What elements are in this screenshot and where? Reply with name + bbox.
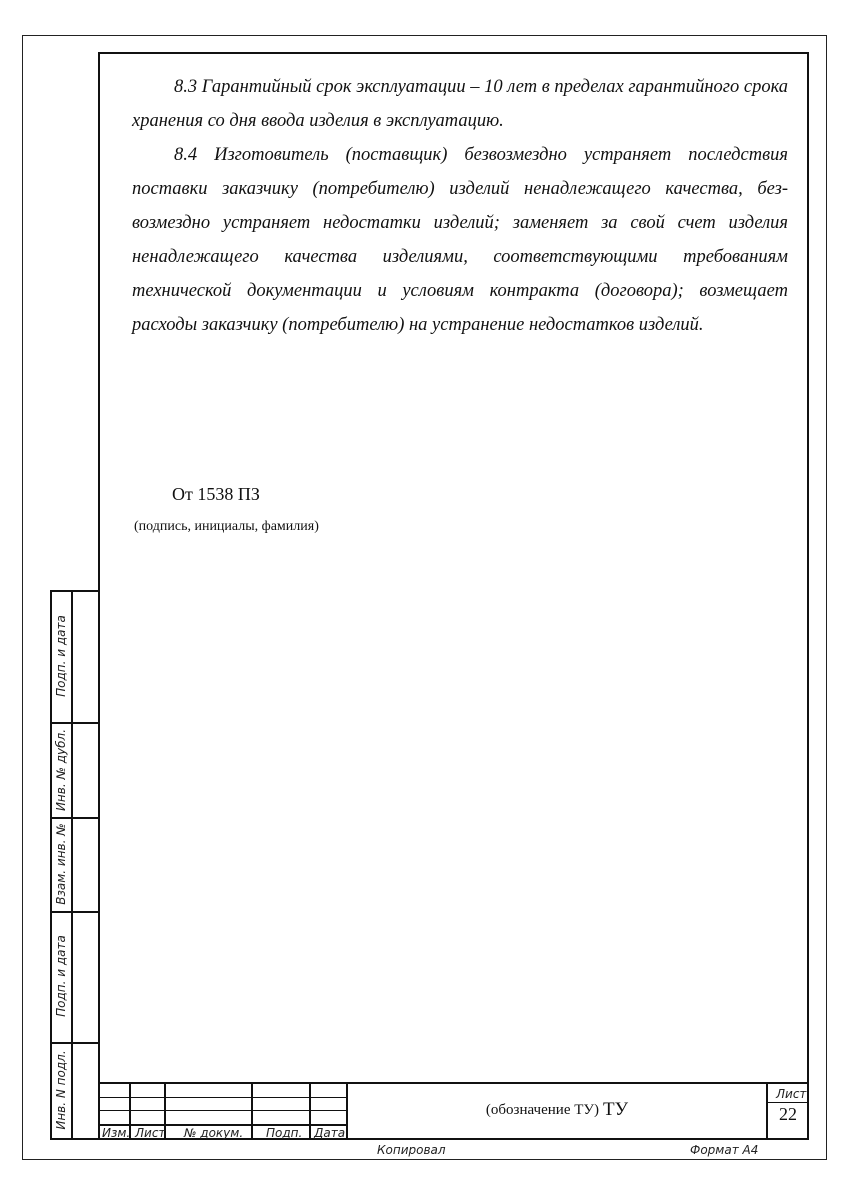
side-strip-divider bbox=[50, 722, 100, 724]
signature-line: От 1538 ПЗ bbox=[172, 484, 260, 504]
document-designation bbox=[348, 1083, 766, 1137]
column-revision: Изм. bbox=[102, 1126, 131, 1140]
designation-suffix: ТУ bbox=[603, 1099, 629, 1120]
footer-copied: Копировал bbox=[377, 1143, 446, 1157]
designation-prefix: (обозначение ТУ) bbox=[485, 1101, 600, 1118]
paragraph-8-4: 8.4 Изготовитель (поставщик) безвозмездно устраняет последствия поставки заказчику (потребителю) изделий ненадлежащего качества, безвозмездно устраняет недостатки изделий; заменяет за свой счет изделия ненадлежащего качества изделиями, соответствующими требованиям технической документации и условиям контракта (договора); возмещает расходы заказчику (потребителю) на устранение недостатков изделий. bbox=[132, 145, 788, 335]
side-strip-divider bbox=[71, 590, 73, 1140]
signature-caption: (подпись, инициалы, фамилия) bbox=[134, 519, 319, 534]
sheet-label: Лист bbox=[776, 1087, 807, 1101]
column-signature: Подп. bbox=[266, 1126, 303, 1140]
column-document-no: № докум. bbox=[184, 1126, 244, 1140]
document-body bbox=[132, 70, 788, 342]
sheet-number: 22 bbox=[779, 1104, 797, 1124]
title-block-col bbox=[309, 1082, 311, 1140]
sheet-label-divider bbox=[766, 1102, 809, 1103]
title-block-col bbox=[251, 1082, 253, 1140]
side-strip-divider bbox=[50, 817, 100, 819]
column-date: Дата bbox=[314, 1126, 346, 1140]
column-sheet: Лист bbox=[135, 1126, 166, 1140]
side-strip-divider bbox=[50, 1042, 100, 1044]
side-strip-divider bbox=[50, 911, 100, 913]
paragraph-8-3: 8.3 Гарантийный срок эксплуатации – 10 лет в пределах гарантийного срока хранения со дня ввода изделия в эксплуатацию. bbox=[132, 77, 789, 131]
footer-format: Формат А4 bbox=[690, 1143, 759, 1157]
